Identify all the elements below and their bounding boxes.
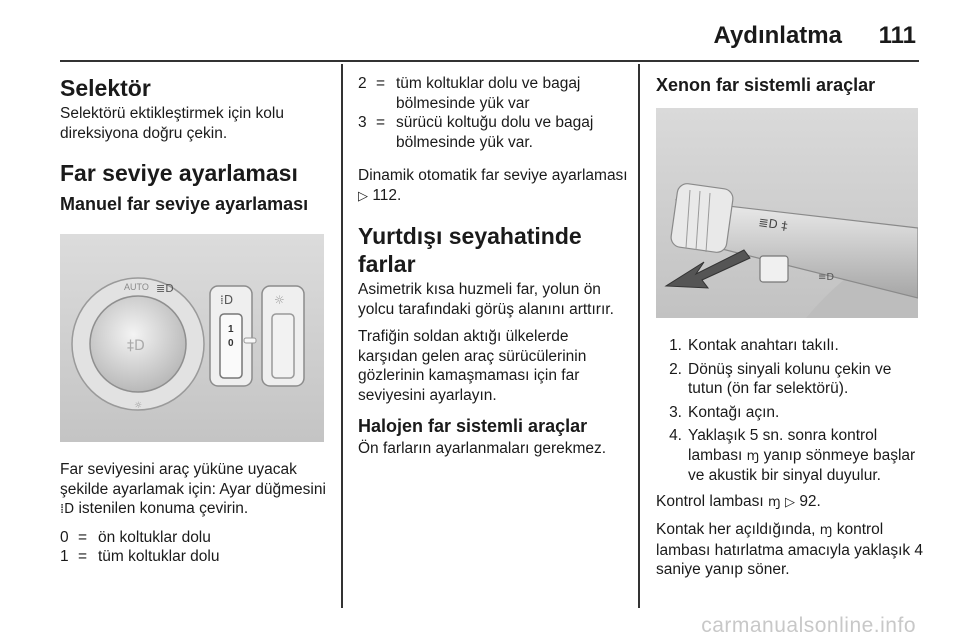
- control-lamp-icon: ɱ: [768, 494, 781, 510]
- column-divider-1: [341, 64, 343, 608]
- column-divider-2: [638, 64, 640, 608]
- def-row-3: 3 = sürücü koltuğu dolu ve bagaj bölmesinde yük var.: [358, 114, 594, 151]
- watermark: carmanualsonline.info: [701, 614, 916, 637]
- stalk-button: [760, 256, 788, 282]
- step-1: 1. Kontak anahtarı takılı.: [669, 337, 839, 354]
- abroad-heading: Yurtdışı seyahatinde farlar: [358, 223, 582, 277]
- def-row-0: 0 = ön koltuklar dolu: [60, 528, 211, 546]
- range-icon: ⁞D: [220, 293, 234, 307]
- indicator-slot: [244, 338, 256, 343]
- step-2: 2. Dönüş sinyali kolunu çekin ve tutun (ön far selektörü).: [669, 360, 892, 397]
- dynamic-levelling-text: Dinamik otomatik far seviye ayarlaması ▷ 112.: [358, 167, 628, 204]
- range-wheel-one: 1: [228, 324, 234, 335]
- abroad-paragraph-2: Trafiğin soldan aktığı ülkelerde karşıdan gelen araç sürücülerinin gözlerinin kamaşmaması için far seviyesini ayarlayın.: [358, 328, 587, 404]
- dynamic-levelling-ref[interactable]: 112.: [372, 186, 402, 204]
- control-lamp-icon: ɱ: [746, 448, 760, 464]
- headlight-range-icon: ⁞D: [60, 502, 75, 517]
- range-wheel-zero: 0: [228, 338, 234, 349]
- stalk-beam-glyph: ≡D: [818, 272, 835, 283]
- headlight-glyph: ≣D: [156, 282, 174, 295]
- step-4: 4. Yaklaşık 5 sn. sonra kontrol lambası ɱ yanıp sönmeye başlar ve akustik bir sinyal duyulur.: [669, 427, 916, 484]
- column-3: [656, 74, 924, 96]
- column-1-lower: [60, 460, 328, 567]
- def-row-2: 2 = tüm koltuklar dolu ve bagaj bölmesinde yük var: [358, 75, 581, 112]
- halogen-heading: Halojen far sistemli araçlar: [358, 416, 588, 436]
- step-list: [656, 336, 924, 486]
- sun-glyph: ☼: [134, 401, 143, 411]
- dimmer-icon: ☼: [274, 293, 285, 307]
- stalk-rotary-ring: [670, 182, 734, 253]
- column-1: [60, 74, 328, 215]
- dimmer-wheel: [272, 314, 294, 378]
- column-3-lower: [656, 336, 924, 588]
- stalk-headlight-glyph: ≣D ‡: [757, 215, 789, 234]
- stalk-figure: [656, 108, 918, 318]
- control-lamp-ref-line: Kontrol lambası ɱ ▷ 92.: [656, 492, 821, 510]
- fog-glyph: ‡D: [127, 338, 145, 354]
- headlight-range-heading: Far seviye ayarlaması: [60, 160, 298, 186]
- column-2: [358, 74, 628, 467]
- abroad-paragraph-1: Asimetrik kısa huzmeli far, yolun ön yolcu tarafındaki görüş alanını arttırır.: [358, 281, 614, 318]
- xenon-heading: Xenon far sistemli araçlar: [656, 75, 876, 95]
- page-ref-arrow-icon: ▷: [358, 188, 368, 204]
- auto-label: AUTO: [124, 282, 149, 292]
- control-lamp-ref[interactable]: 92.: [799, 492, 821, 510]
- page-header-title: Aydınlatma: [713, 22, 842, 49]
- reminder-text: Kontak her açıldığında, ɱ kontrol lambası hatırlatma amacıyla yaklaşık 4 saniye yanıp söner.: [656, 521, 924, 578]
- page-ref-arrow-icon: ▷: [785, 494, 795, 510]
- header-rule: [60, 60, 919, 62]
- control-lamp-icon: ɱ: [819, 523, 833, 538]
- step-3: 3. Kontağı açın.: [669, 403, 780, 421]
- halogen-text: Ön farların ayarlanmaları gerekmez.: [358, 440, 607, 457]
- selector-heading: Selektör: [60, 75, 151, 101]
- manual-range-heading: Manuel far seviye ayarlaması: [60, 194, 309, 214]
- def-row-1: 1 = tüm koltuklar dolu: [60, 548, 220, 565]
- selector-text: Selektörü ektikleştirmek için kolu direksiyona doğru çekin.: [60, 105, 284, 142]
- light-switch-figure: [60, 234, 324, 442]
- page-number: 111: [878, 22, 916, 49]
- adjust-instruction: Far seviyesini araç yüküne uyacak şekilde ayarlamak için: Ayar düğmesini ⁞D istenilen konuma çevirin.: [60, 461, 326, 517]
